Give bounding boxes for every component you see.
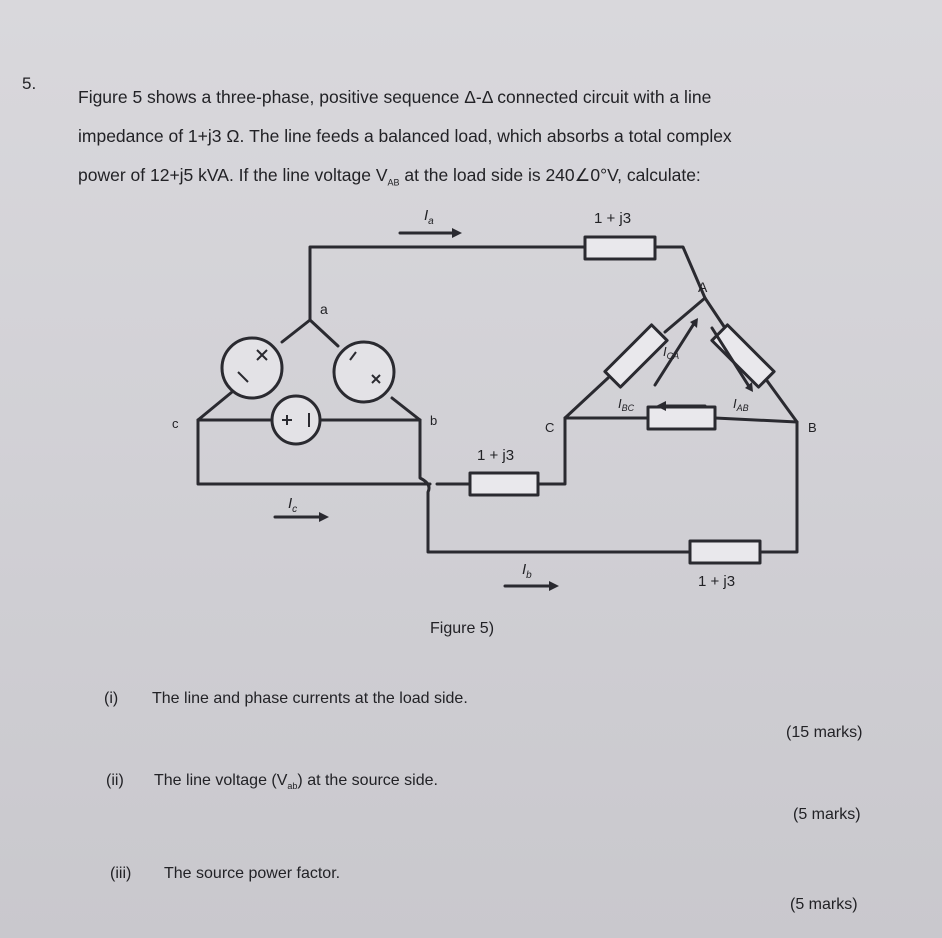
label-ica: $I_{CA}$ (663, 344, 680, 361)
part-ii-marks: (5 marks) (793, 806, 861, 823)
source-ca (222, 338, 282, 398)
part-i-text: The line and phase currents at the load side. (152, 690, 468, 707)
wire-src-a-right (310, 320, 338, 346)
part-ii-text-end: ) at the source side. (297, 772, 438, 789)
load-impedance-CB (648, 407, 715, 429)
label-node-C: C (545, 420, 555, 435)
label-node-a: a (320, 301, 328, 317)
vab-subscript: AB (387, 177, 400, 188)
wire-src-right-b (392, 398, 420, 420)
figure-caption: Figure 5) (430, 620, 495, 637)
question-line-3-start: power of 12+j5 kVA. If the line voltage V (78, 165, 388, 185)
part-ii (106, 772, 438, 791)
label-ic: $I_c$ (288, 495, 298, 515)
wire-src-a-left (282, 320, 310, 342)
impedance-top (585, 237, 655, 259)
impedance-mid (470, 473, 538, 495)
impedance-bottom (690, 541, 760, 563)
question-line-2: impedance of 1+j3 Ω. The line feeds a balanced load, which absorbs a total complex (78, 126, 732, 146)
label-imp-mid: 1 + j3 (477, 447, 515, 464)
part-ii-text-start: The line voltage (V (154, 772, 288, 789)
load-impedance-CA (605, 325, 667, 387)
part-i-label: (i) (104, 690, 119, 707)
source-bc (272, 396, 320, 444)
question-number: 5. (22, 74, 37, 93)
wire-line-b-to-B (760, 422, 797, 552)
part-ii-label: (ii) (106, 772, 124, 789)
question-line-3-end: at the load side is 240∠0°V, calculate: (399, 165, 701, 185)
wire-load-C-diag (565, 378, 608, 418)
wire-load-A-to-C (665, 298, 705, 332)
part-iii-text: The source power factor. (164, 865, 341, 882)
part-ii-subscript: ab (287, 781, 298, 792)
source-ab (334, 342, 394, 402)
part-iii-marks: (5 marks) (790, 896, 858, 913)
part-i (104, 690, 468, 708)
label-ib: $I_b$ (522, 561, 532, 581)
part-i-marks: (15 marks) (786, 724, 863, 741)
label-imp-top: 1 + j3 (594, 210, 632, 227)
wire-load-A-to-B (705, 298, 725, 328)
label-node-b-src: b (430, 413, 438, 428)
wire-line-b (420, 420, 690, 552)
label-iab: $I_{AB}$ (733, 396, 749, 413)
wire-line-a (310, 247, 585, 320)
label-ia: $I_a$ (424, 207, 434, 227)
label-imp-bottom: 1 + j3 (698, 573, 736, 590)
label-ibc: $I_{BC}$ (618, 396, 635, 413)
part-iii (110, 865, 340, 883)
part-iii-label: (iii) (110, 865, 132, 882)
label-node-B: B (808, 420, 817, 435)
label-node-A: A (698, 279, 708, 295)
label-node-c-src: c (172, 416, 179, 431)
wire-src-left-c (198, 392, 232, 420)
question-line-1: Figure 5 shows a three-phase, positive sequence Δ-Δ connected circuit with a line (78, 87, 712, 107)
wire-load-B-diag (765, 378, 797, 422)
